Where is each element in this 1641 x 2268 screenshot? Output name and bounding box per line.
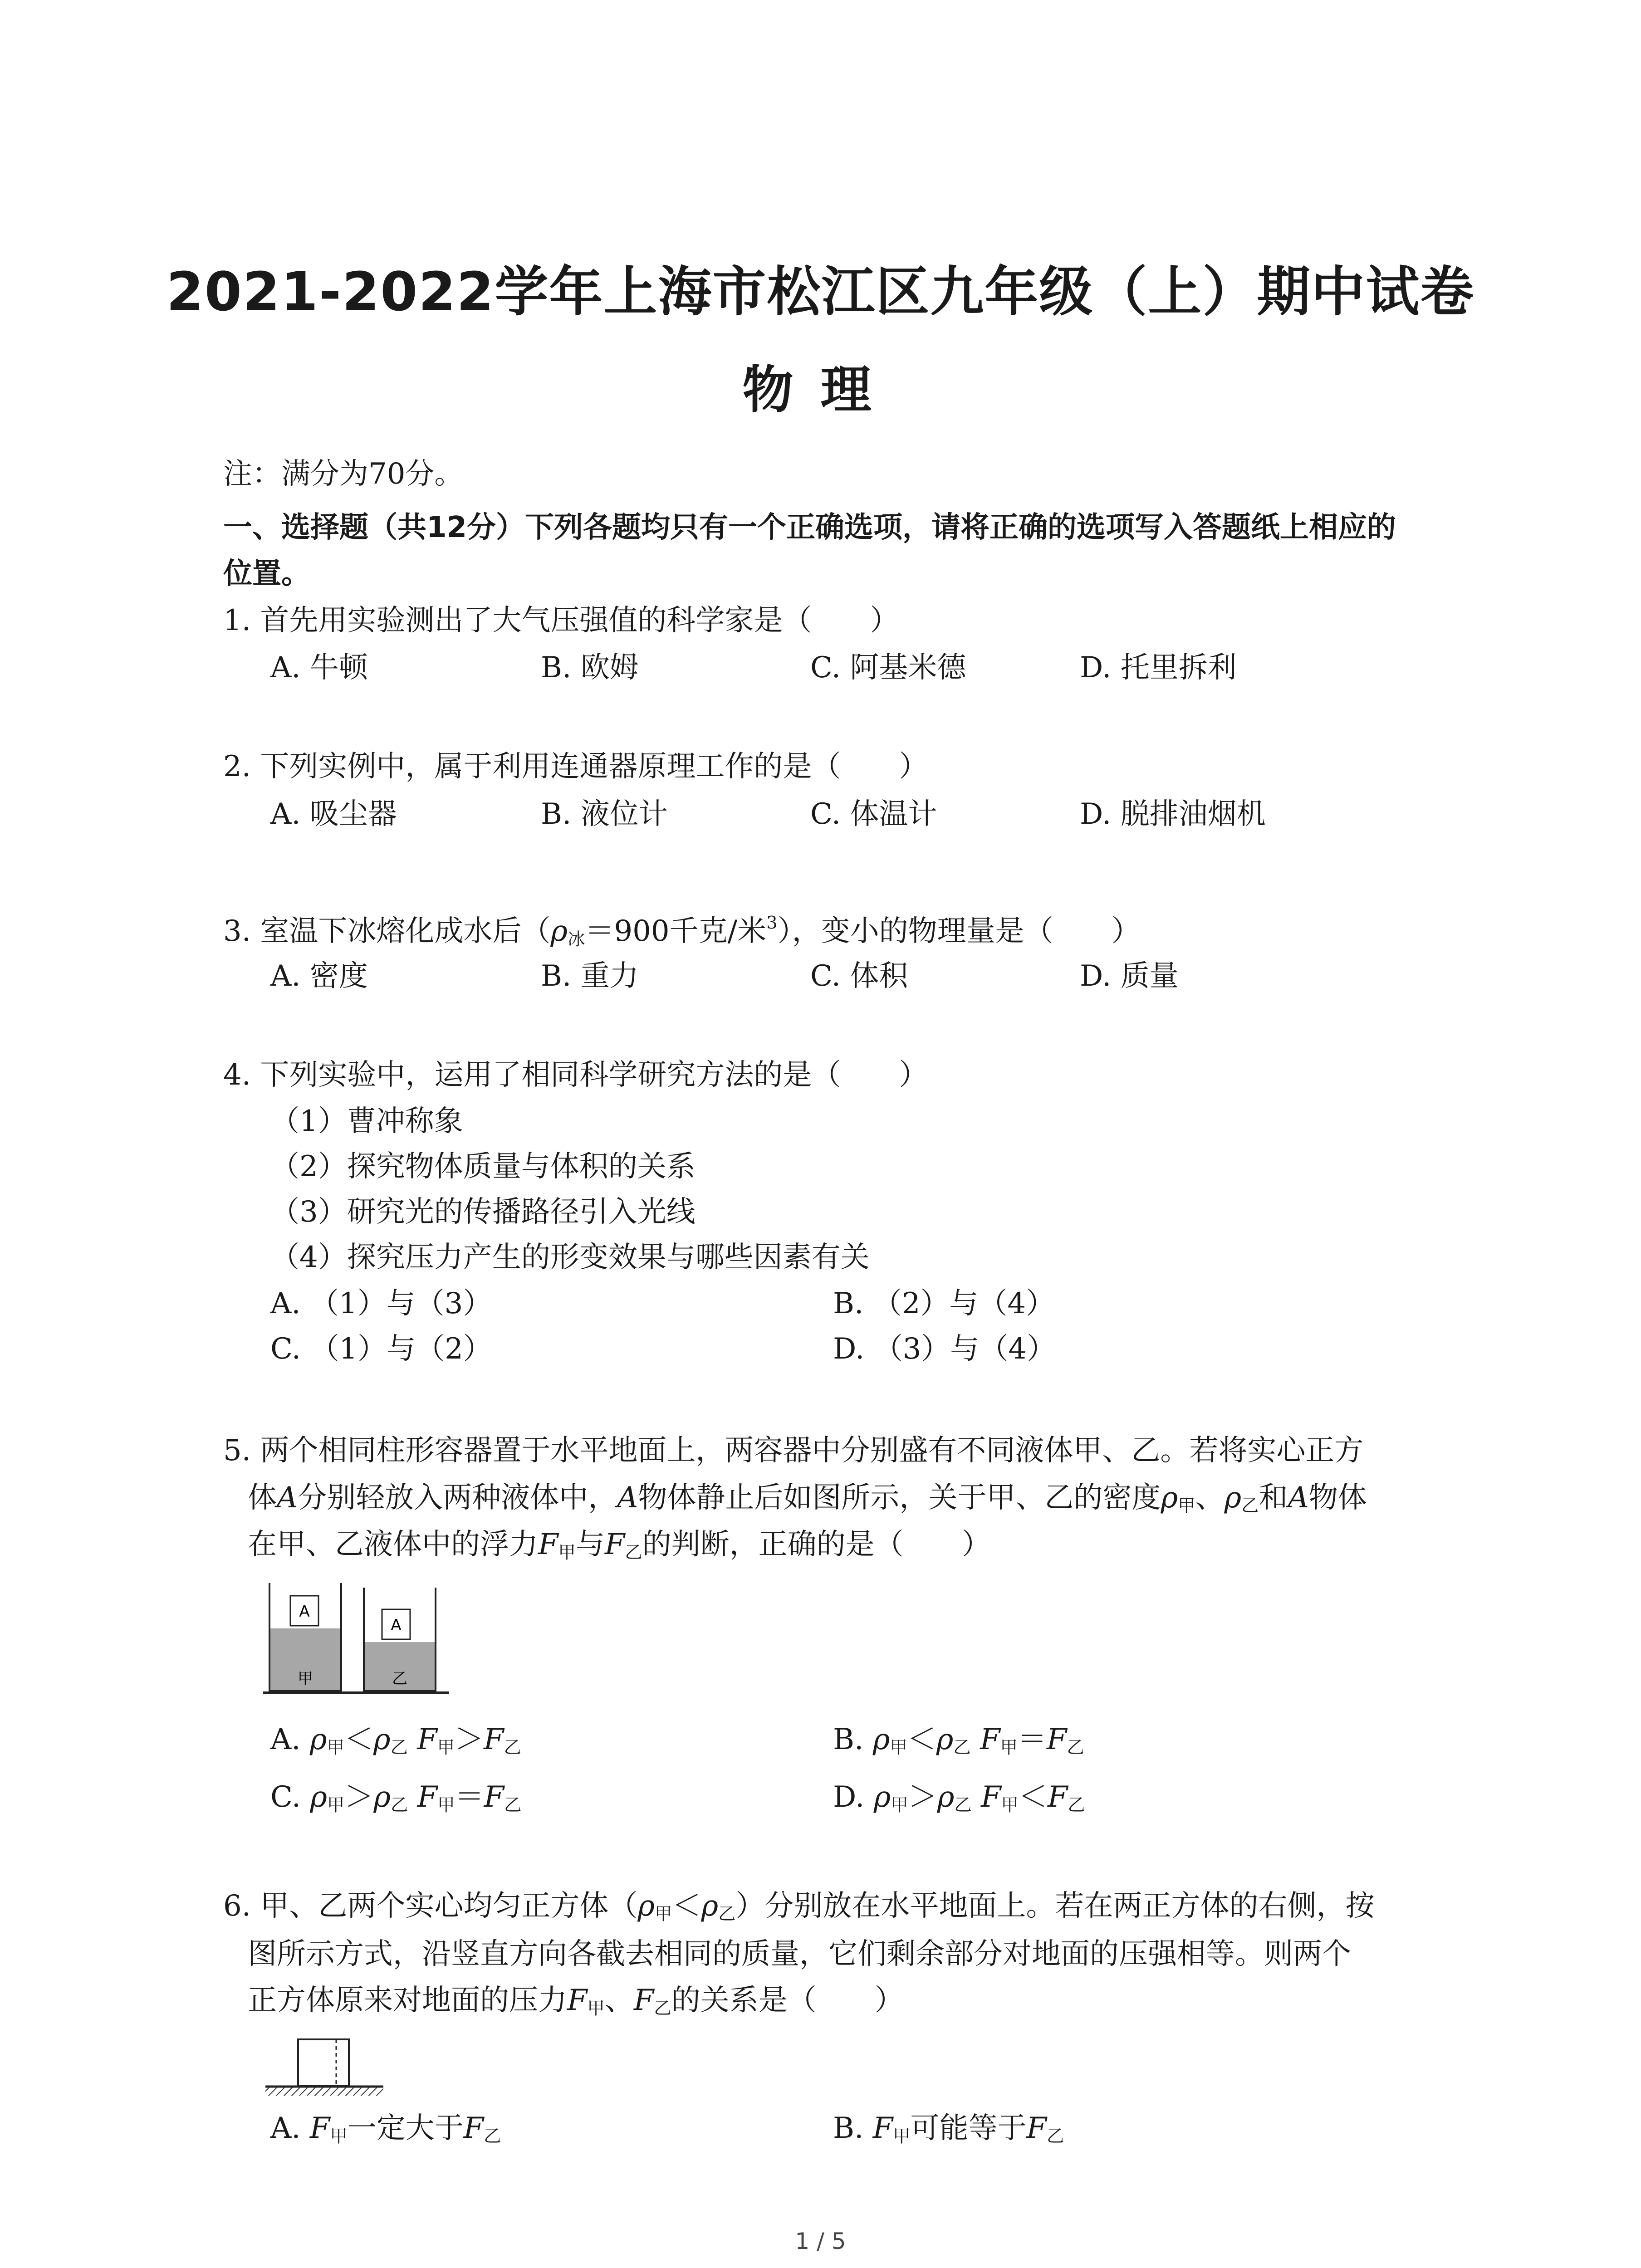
q3-option-c: C. 体积 [810, 959, 908, 993]
q2-stem: 2. 下列实例中，属于利用连通器原理工作的是（ ） [223, 750, 928, 783]
q6-cube-figure [265, 2037, 392, 2100]
q3-option-d: D. 质量 [1080, 959, 1179, 993]
q1-stem: 1. 首先用实验测出了大气压强值的科学家是（ ） [223, 604, 899, 637]
q1-option-c: C. 阿基米德 [810, 651, 966, 684]
exam-title: 2021-2022学年上海市松江区九年级（上）期中试卷 [166, 260, 1475, 323]
q4-option-d: D. （3）与（4） [833, 1332, 1056, 1366]
q6-stem-line1: 6. 甲、乙两个实心均匀正方体（ρ甲＜ρ乙）分别放在水平地面上。若在两正方体的右侧，按 [223, 1889, 1375, 1925]
q2-option-a: A. 吸尘器 [270, 797, 397, 831]
q5-option-a: A. ρ甲＜ρ乙 F甲＞F乙 [270, 1723, 521, 1758]
q4-item-4: （4）探究压力产生的形变效果与哪些因素有关 [270, 1241, 870, 1274]
q3-option-a: A. 密度 [270, 959, 368, 993]
q5-option-c: C. ρ甲＞ρ乙 F甲＝F乙 [270, 1780, 522, 1816]
q4-item-1: （1）曹冲称象 [270, 1105, 463, 1138]
q3-stem: 3. 室温下冰熔化成水后（ρ冰＝900千克/米$^3$），变小的物理量是（ ） [223, 913, 1141, 950]
q4-option-a: A. （1）与（3） [270, 1287, 492, 1320]
q4-item-2: （2）探究物体质量与体积的关系 [270, 1150, 696, 1183]
svg-text:A: A [391, 1616, 402, 1634]
q6-option-b: B. F甲可能等于F乙 [833, 2112, 1064, 2147]
q3-option-b: B. 重力 [541, 959, 639, 993]
section-heading-line1: 一、选择题（共12分）下列各题均只有一个正确选项，请将正确的选项写入答题纸上相应的 [223, 511, 1396, 544]
q4-item-3: （3）研究光的传播路径引入光线 [270, 1195, 696, 1229]
q5-stem-line3: 在甲、乙液体中的浮力F甲与F乙的判断，正确的是（ ） [248, 1528, 991, 1563]
q6-stem-line3: 正方体原来对地面的压力F甲、F乙的关系是（ ） [248, 1984, 904, 2019]
q2-option-c: C. 体温计 [810, 797, 937, 831]
cube [298, 2039, 349, 2086]
q6-stem-line2: 图所示方式，沿竖直方向各截去相同的质量，它们剩余部分对地面的压强相等。则两个 [248, 1937, 1351, 1971]
q1-option-d: D. 托里拆利 [1080, 651, 1237, 684]
q5-stem-line2: 体A分别轻放入两种液体中，A物体静止后如图所示，关于甲、乙的密度ρ甲、ρ乙和A物体 [248, 1481, 1367, 1516]
svg-text:A: A [299, 1603, 310, 1621]
q4-stem: 4. 下列实验中，运用了相同科学研究方法的是（ ） [223, 1058, 928, 1092]
q5-option-d: D. ρ甲＞ρ乙 F甲＜F乙 [833, 1780, 1085, 1816]
liquid-label-left: 甲 [298, 1670, 313, 1688]
page-number: 1 / 5 [795, 2228, 846, 2254]
q1-option-a: A. 牛顿 [270, 651, 368, 684]
q4-option-c: C. （1）与（2） [270, 1332, 492, 1366]
q2-option-d: D. 脱排油烟机 [1080, 797, 1266, 831]
score-note: 注：满分为70分。 [223, 457, 464, 491]
q1-option-b: B. 欧姆 [541, 651, 639, 684]
section-heading-line2: 位置。 [223, 557, 310, 591]
q5-containers-figure [263, 1579, 454, 1701]
q6-option-a: A. F甲一定大于F乙 [270, 2112, 501, 2147]
q5-stem-line1: 5. 两个相同柱形容器置于水平地面上，两容器中分别盛有不同液体甲、乙。若将实心正方 [223, 1434, 1364, 1467]
liquid-label-right: 乙 [392, 1670, 407, 1688]
q2-option-b: B. 液位计 [541, 797, 668, 831]
subject-title: 物理 [742, 361, 899, 420]
q5-option-b: B. ρ甲＜ρ乙 F甲＝F乙 [833, 1723, 1084, 1758]
q4-option-b: B. （2）与（4） [833, 1287, 1055, 1320]
